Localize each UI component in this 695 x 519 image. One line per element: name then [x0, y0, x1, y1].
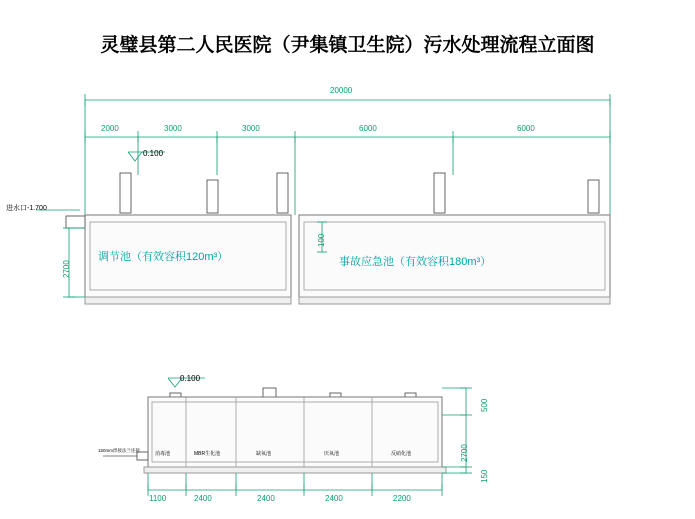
plan-bottom-dimension-label: 2400	[325, 494, 343, 503]
page-title: 灵璧县第二人民医院（尹集镇卫生院）污水处理流程立面图	[100, 34, 595, 56]
plan-right-dimension-label: 500	[480, 398, 489, 412]
segment-dimension-label: 2000	[101, 124, 119, 133]
chamber-label-denitrification: 反硝化池	[391, 451, 412, 457]
chamber-label-disinfection: 消毒池	[155, 451, 171, 457]
tank-label-adjust: 调节池（有效容积120m³）	[98, 251, 229, 263]
plan-right-dimension-label: 150	[480, 469, 489, 483]
chamber-label-anaerobic: 厌氧池	[324, 451, 340, 457]
plan-bottom-dimension-label: 1100	[149, 494, 167, 503]
overall-dimension-label: 20000	[330, 86, 353, 95]
plan-level-mark: 0.100	[180, 374, 201, 383]
elevation-level-mark: 0.100	[143, 149, 164, 158]
plan-bottom-dimension-label: 2400	[257, 494, 275, 503]
segment-dimension-label: 6000	[517, 124, 535, 133]
segment-dimension-label: 3000	[242, 124, 260, 133]
tank-label-emergency: 事故应急池（有效容积180m³）	[339, 256, 492, 268]
segment-dimension-label: 6000	[359, 124, 377, 133]
plan-bottom-dimension-label: 2200	[393, 494, 411, 503]
inlet-label: 进水口-1.700	[6, 205, 47, 212]
wall-thickness-label: 100	[317, 233, 326, 247]
chamber-label-mbr: MBR生化池	[194, 451, 221, 457]
chamber-label-anoxic: 缺氧池	[256, 451, 272, 457]
plan-right-dimension-label: 2700	[460, 444, 469, 462]
segment-dimension-label: 3000	[164, 124, 182, 133]
depth-dimension-label: 2700	[62, 260, 71, 278]
plan-bottom-dimension-label: 2400	[194, 494, 212, 503]
pipe-note-label: 150mm焊接法兰连接	[98, 448, 141, 453]
